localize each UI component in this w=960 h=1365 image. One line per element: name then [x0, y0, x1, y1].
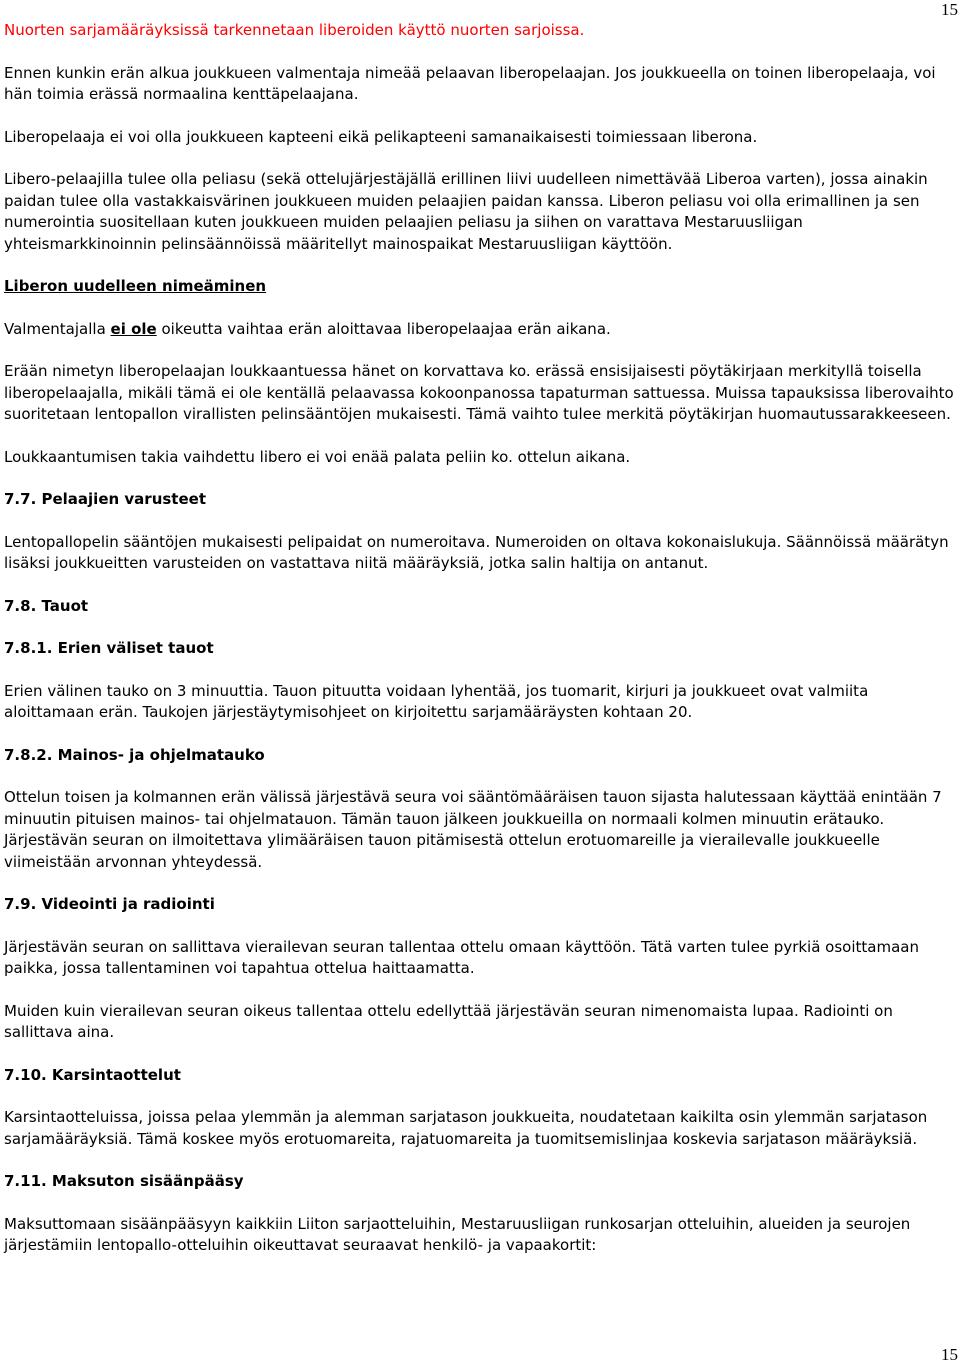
section-heading-7-8: 7.8. Tauot	[4, 596, 89, 615]
paragraph: Erään nimetyn liberopelaajan loukkaantuessa hänet on korvattava ko. erässä ensisijaisesti pöytäkirjaan merkityllä toisella liberopelaajalla, mikäli tämä ei ole kentällä pelaavassa kokoonpanossa tapaturman sattuessa. Muissa tapauksissa liberovaihto suoritetaan lentopallon virallisten pelinsääntöjen mukaisesti. Tämä vaihto tulee merkitä pöytäkirjan huomautussarakkeeseen.	[4, 362, 954, 423]
paragraph: Liberopelaaja ei voi olla joukkueen kapteeni eikä pelikapteeni samanaikaisesti toimiessaan liberona.	[4, 127, 758, 146]
paragraph: Ottelun toisen ja kolmannen erän välissä järjestävä seura voi sääntömääräisen tauon sijasta halutessaan käyttää enintään 7 minuutin pituisen mainos- tai ohjelmatauon. Tämän tauon jälkeen joukkueilla on normaali kolmen minuutin erätauko. Järjestävän seuran on ilmoitettava ylimääräisen tauon pitämisestä ottelun erotuomareille ja vierailevalle joukkueelle viimeistään arvonnan yhteydessä.	[4, 788, 942, 871]
page-number-bottom: 15	[941, 1345, 958, 1364]
paragraph: Loukkaantumisen takia vaihdettu libero ei voi enää palata peliin ko. ottelun aikana.	[4, 447, 631, 466]
red-note: Nuorten sarjamääräyksissä tarkennetaan liberoiden käyttö nuorten sarjoissa.	[4, 21, 585, 39]
paragraph: Maksuttomaan sisäänpääsyyn kaikkiin Liiton sarjaotteluihin, Mestaruusliigan runkosarjan otteluihin, alueiden ja seurojen järjestämiin lentopallo-otteluihin oikeuttavat seuraavat henkilö- ja vapaakortit:	[4, 1214, 911, 1254]
section-heading-liberon: Liberon uudelleen nimeäminen	[4, 277, 267, 295]
paragraph: Libero-pelaajilla tulee olla peliasu (sekä ottelujärjestäjällä erillinen liivi uudelleen nimettävää Liberoa varten), jossa ainakin paidan tulee olla vastakkaisvärinen joukkueen muiden pelaajien paidan kanssa. Liberon peliasu voi olla erimallinen ja sen numerointia suositellaan kuten joukkueen muiden pelaajien peliasu ja siihen on varattava Mestaruusliigan yhteismarkkinoinnin pelinsäännöissä määritellyt mainospaikat Mestaruusliigan käyttöön.	[4, 170, 928, 253]
section-heading-7-8-2: 7.8.2. Mainos- ja ohjelmatauko	[4, 745, 265, 764]
document-body	[4, 20, 959, 1278]
page-number-top: 15	[941, 0, 958, 19]
paragraph: Muiden kuin vierailevan seuran oikeus tallentaa ottelu edellyttää järjestävän seuran nimenomaista lupaa. Radiointi on sallittava aina.	[4, 1001, 893, 1041]
paragraph: Järjestävän seuran on sallittava vierailevan seuran tallentaa ottelu omaan käyttöön. Tätä varten tulee pyrkiä osoittamaan paikka, jossa tallentaminen voi tapahtua ottelua haittaamatta.	[4, 937, 919, 977]
section-heading-7-7: 7.7. Pelaajien varusteet	[4, 490, 206, 508]
paragraph: Ennen kunkin erän alkua joukkueen valmentaja nimeää pelaavan liberopelaajan. Jos joukkueella on toinen liberopelaaja, voi hän toimia erässä normaalina kenttäpelaajana.	[4, 63, 936, 103]
paragraph: Lentopallopelin sääntöjen mukaisesti pelipaidat on numeroitava. Numeroiden on oltava kokonaislukuja. Säännöissä määrätyn lisäksi joukkueitten varusteiden on vastattava niitä määräyksiä, jotka salin haltija on antanut.	[4, 532, 949, 572]
paragraph: Valmentajalla ei ole oikeutta vaihtaa erän aloittavaa liberopelaajaa erän aikana.	[4, 319, 611, 338]
emphasis-ei-ole: ei ole	[110, 319, 157, 338]
section-heading-7-10: 7.10. Karsintaottelut	[4, 1065, 181, 1084]
section-heading-7-8-1: 7.8.1. Erien väliset tauot	[4, 639, 214, 657]
paragraph: Erien välinen tauko on 3 minuuttia. Tauon pituutta voidaan lyhentää, jos tuomarit, kirjuri ja joukkueet ovat valmiita aloittamaan erän. Taukojen järjestäytymisohjeet on kirjoitettu sarjamääräysten kohtaan 20.	[4, 681, 869, 721]
section-heading-7-11: 7.11. Maksuton sisäänpääsy	[4, 1172, 244, 1190]
paragraph: Karsintaotteluissa, joissa pelaa ylemmän ja alemman sarjatason joukkueita, noudatetaan kaikilta osin ylemmän sarjatason sarjamääräyksiä. Tämä koskee myös erotuomareita, rajatuomareita ja tuomitsemislinjaa koskevia sarjatason määräyksiä.	[4, 1108, 928, 1148]
section-heading-7-9: 7.9. Videointi ja radiointi	[4, 895, 215, 913]
